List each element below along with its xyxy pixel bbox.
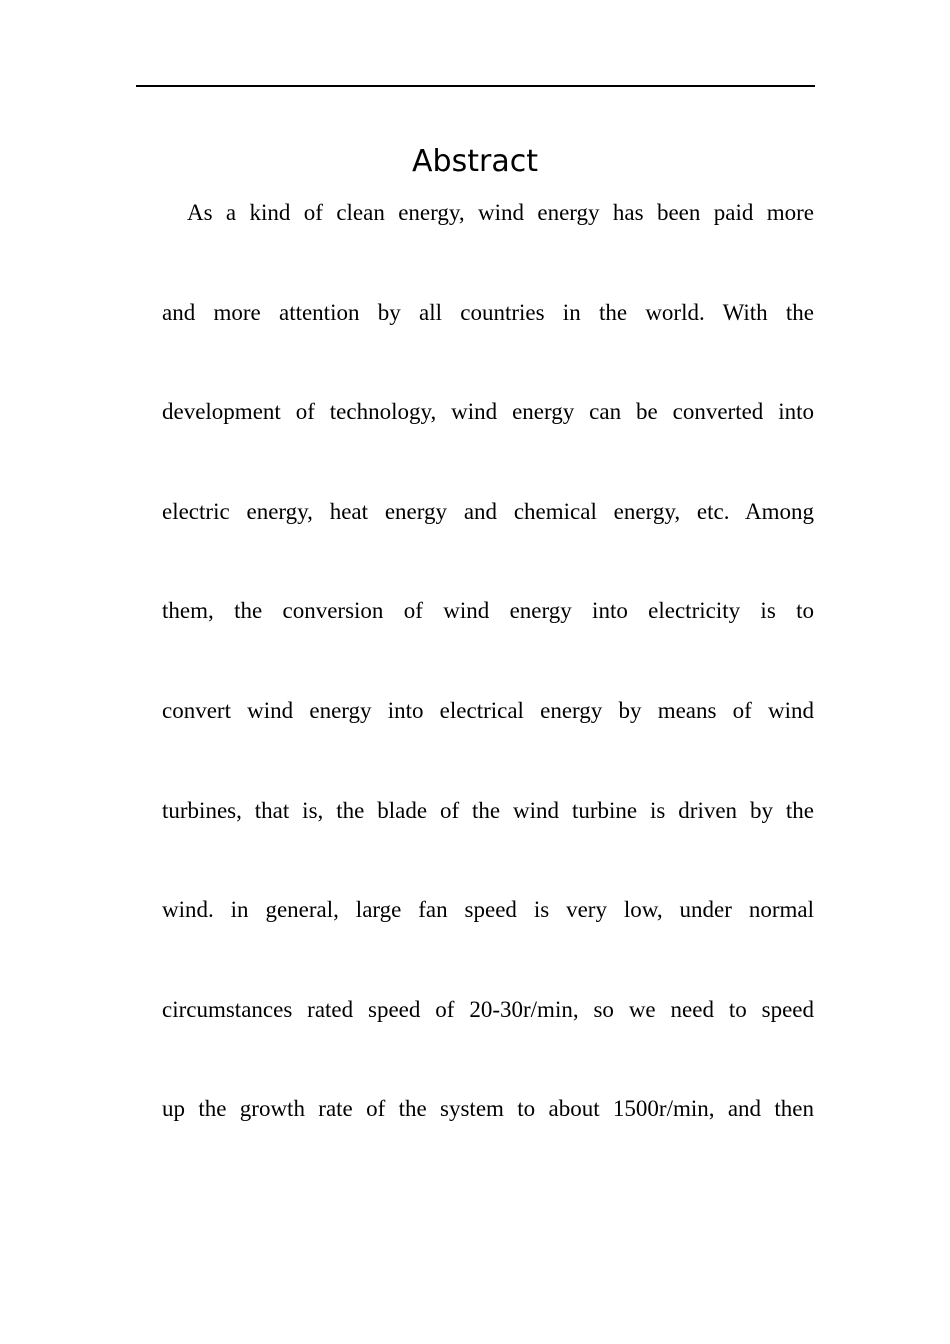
text-line: circumstances rated speed of 20-30r/min, so we need to speed: [162, 996, 814, 1022]
text-line: convert wind energy into electrical energy by means of wind: [162, 697, 814, 723]
text-line: As a kind of clean energy, wind energy has been paid more: [187, 200, 814, 225]
text-line: electric energy, heat energy and chemical energy, etc. Among: [162, 498, 814, 524]
header-rule: [136, 85, 815, 87]
text-line: them, the conversion of wind energy into electricity is to: [162, 598, 814, 624]
text-line: and more attention by all countries in the world. With the: [162, 299, 814, 325]
abstract-body: [162, 195, 814, 1191]
text-line: up the growth rate of the system to about 1500r/min, and then: [162, 1096, 814, 1122]
text-line: wind. in general, large fan speed is very low, under normal: [162, 897, 814, 923]
text-line: turbines, that is, the blade of the wind turbine is driven by the: [162, 797, 814, 823]
abstract-title: Abstract: [412, 144, 538, 179]
text-line: development of technology, wind energy can be converted into: [162, 399, 814, 425]
